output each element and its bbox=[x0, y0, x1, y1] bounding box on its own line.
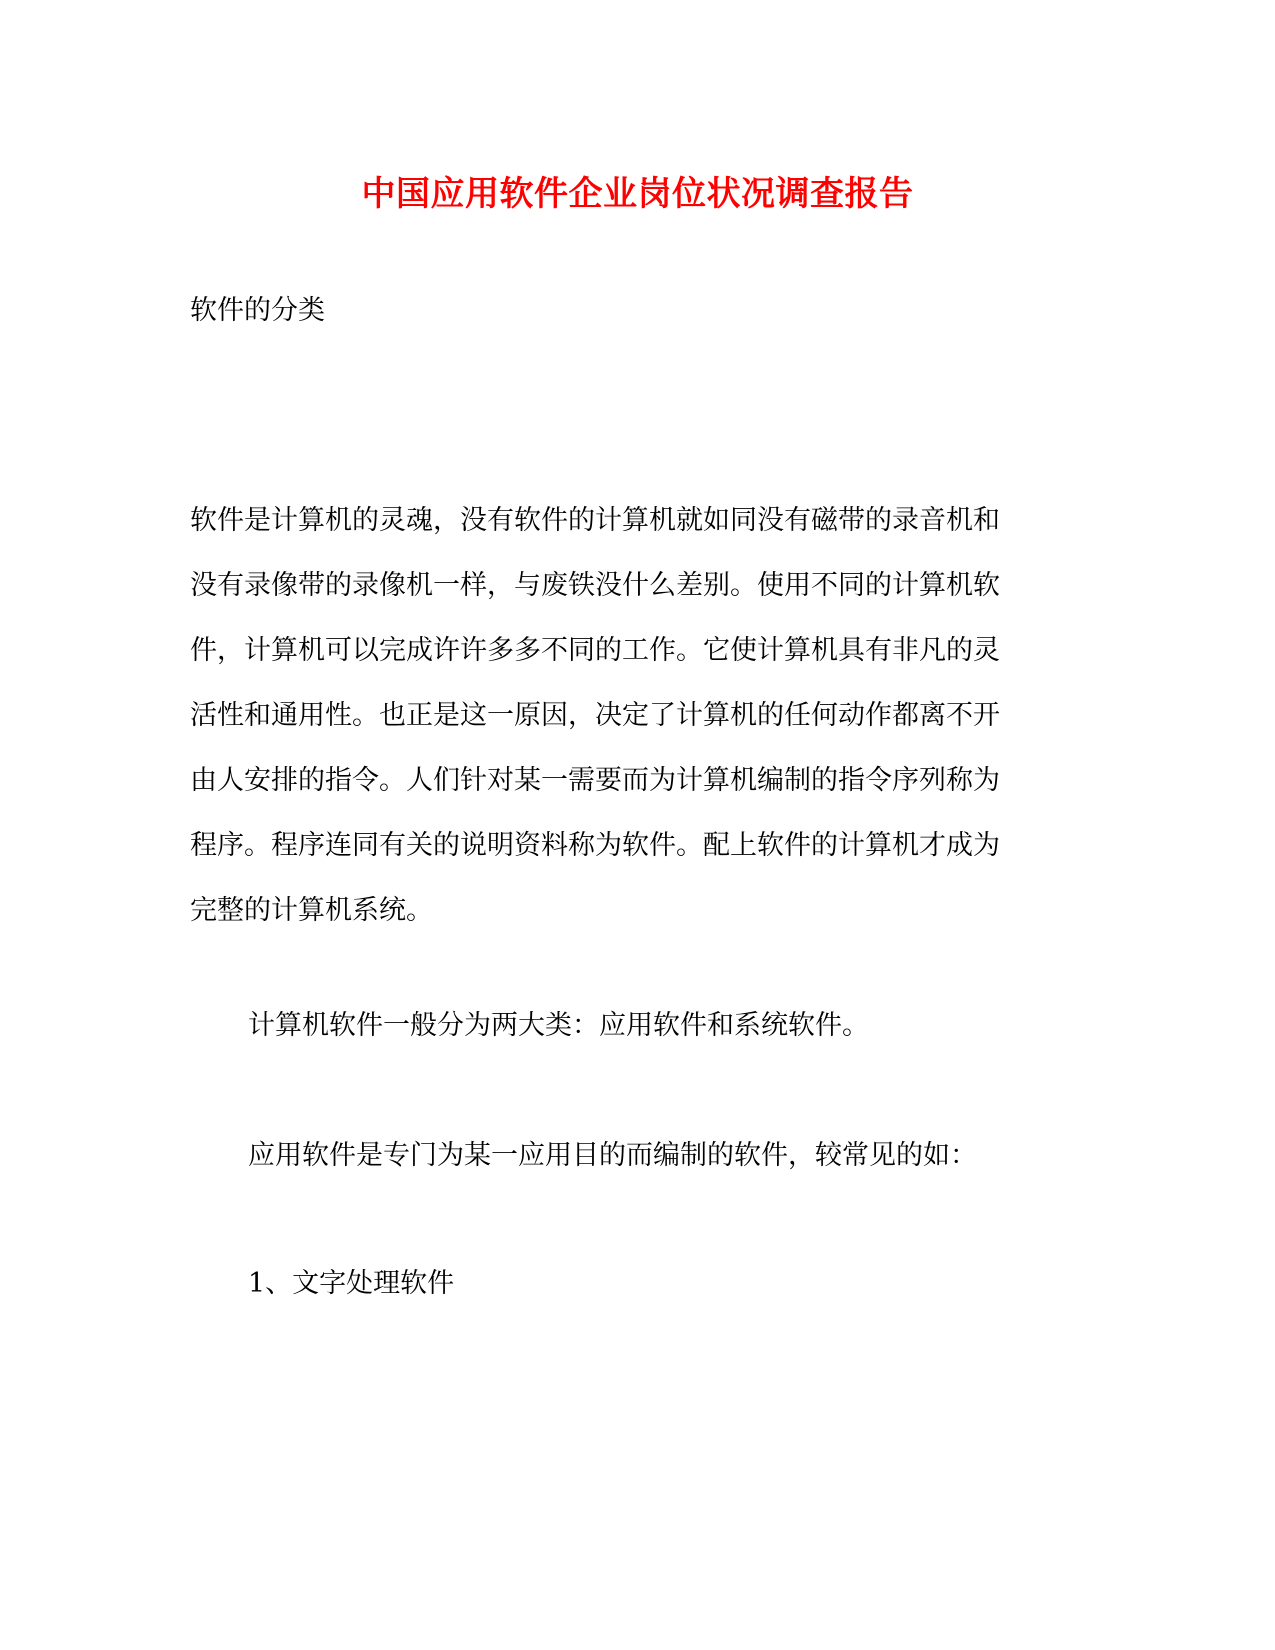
categories-line: 计算机软件一般分为两大类：应用软件和系统软件。 bbox=[248, 1010, 869, 1041]
paragraph-line: 件，计算机可以完成许许多多不同的工作。它使计算机具有非凡的灵 bbox=[190, 635, 1000, 666]
paragraph-line: 完整的计算机系统。 bbox=[190, 895, 433, 926]
list-item: 1、文字处理软件 bbox=[248, 1268, 455, 1299]
paragraph-line: 软件是计算机的灵魂，没有软件的计算机就如同没有磁带的录音机和 bbox=[190, 505, 1000, 536]
application-software-line: 应用软件是专门为某一应用目的而编制的软件，较常见的如： bbox=[248, 1140, 977, 1171]
section-heading: 软件的分类 bbox=[190, 295, 325, 326]
paragraph-line: 程序。程序连同有关的说明资料称为软件。配上软件的计算机才成为 bbox=[190, 830, 1000, 861]
paragraph-line: 没有录像带的录像机一样，与废铁没什么差别。使用不同的计算机软 bbox=[190, 570, 1000, 601]
body-paragraph bbox=[190, 488, 1068, 943]
paragraph-line: 活性和通用性。也正是这一原因，决定了计算机的任何动作都离不开 bbox=[190, 700, 1000, 731]
paragraph-line: 由人安排的指令。人们针对某一需要而为计算机编制的指令序列称为 bbox=[190, 765, 1000, 796]
document-title: 中国应用软件企业岗位状况调查报告 bbox=[361, 174, 914, 214]
